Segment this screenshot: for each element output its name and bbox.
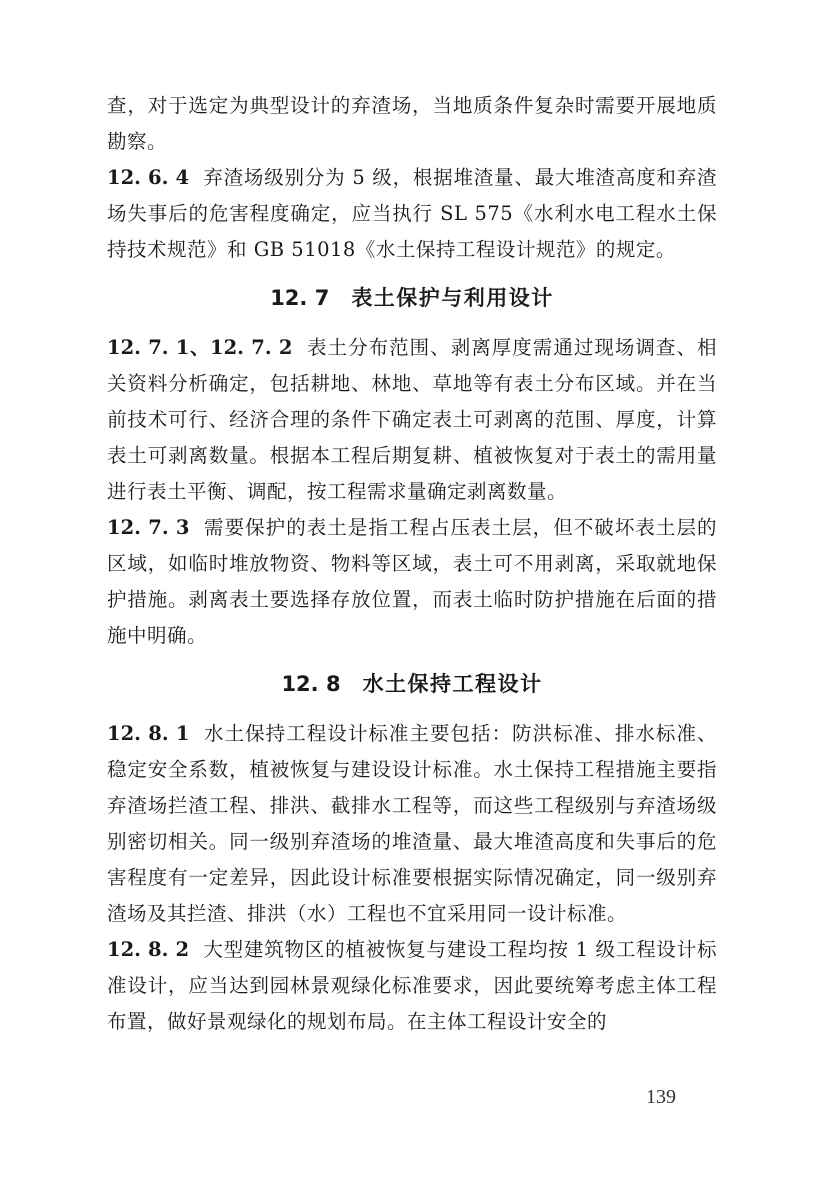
clause-number: 12. 7. 3 — [107, 516, 190, 539]
section-number: 12. 8 — [281, 672, 341, 696]
clause-number: 12. 8. 2 — [107, 938, 190, 961]
paragraph-12-6-4 — [107, 160, 717, 268]
page-number: 139 — [646, 1086, 676, 1108]
section-heading-12-7 — [107, 280, 717, 316]
paragraph-12-7-3 — [107, 510, 717, 654]
section-title: 水土保持工程设计 — [362, 672, 543, 696]
paragraph-12-7-1 — [107, 330, 717, 510]
paragraph-12-8-1 — [107, 716, 717, 932]
section-number: 12. 7 — [270, 286, 330, 310]
paragraph-text: 水土保持工程设计标准主要包括：防洪标准、排水标准、稳定安全系数，植被恢复与建设设计标准。水土保持工程措施主要指弃渣场拦渣工程、排洪、截排水工程等，而这些工程级别与弃渣场级别密切相关。同一级别弃渣场的堆渣量、最大堆渣高度和失事后的危害程度有一定差异，因此设计标准要根据实际情况确定，同一级别弃渣场及其拦渣、排洪（水）工程也不宜采用同一设计标准。 — [107, 722, 717, 925]
clause-number: 12. 7. 1、12. 7. 2 — [107, 336, 293, 359]
clause-number: 12. 6. 4 — [107, 166, 190, 189]
paragraph-continued — [107, 88, 717, 160]
section-heading-12-8 — [107, 666, 717, 702]
paragraph-text: 表土分布范围、剥离厚度需通过现场调查、相关资料分析确定，包括耕地、林地、草地等有表土分布区域。并在当前技术可行、经济合理的条件下确定表土可剥离的范围、厚度，计算表土可剥离数量。根据本工程后期复耕、植被恢复对于表土的需用量进行表土平衡、调配，按工程需求量确定剥离数量。 — [107, 336, 717, 503]
paragraph-text: 查，对于选定为典型设计的弃渣场，当地质条件复杂时需要开展地质勘察。 — [107, 94, 717, 153]
paragraph-text: 需要保护的表土是指工程占压表土层，但不破坏表土层的区域，如临时堆放物资、物料等区域，表土可不用剥离，采取就地保护措施。剥离表土要选择存放位置，而表土临时防护措施在后面的措施中明确。 — [107, 516, 717, 647]
paragraph-12-8-2 — [107, 932, 717, 1040]
paragraph-text: 大型建筑物区的植被恢复与建设工程均按 1 级工程设计标准设计，应当达到园林景观绿化标准要求，因此要统筹考虑主体工程布置，做好景观绿化的规划布局。在主体工程设计安全的 — [107, 938, 717, 1033]
clause-number: 12. 8. 1 — [107, 722, 190, 745]
section-title: 表土保护与利用设计 — [351, 286, 554, 310]
paragraph-text: 弃渣场级别分为 5 级，根据堆渣量、最大堆渣高度和弃渣场失事后的危害程度确定，应当执行 SL 575《水利水电工程水土保持技术规范》和 GB 51018《水土保持工程设计规范》的规定。 — [107, 166, 717, 261]
document-page — [107, 88, 717, 1040]
